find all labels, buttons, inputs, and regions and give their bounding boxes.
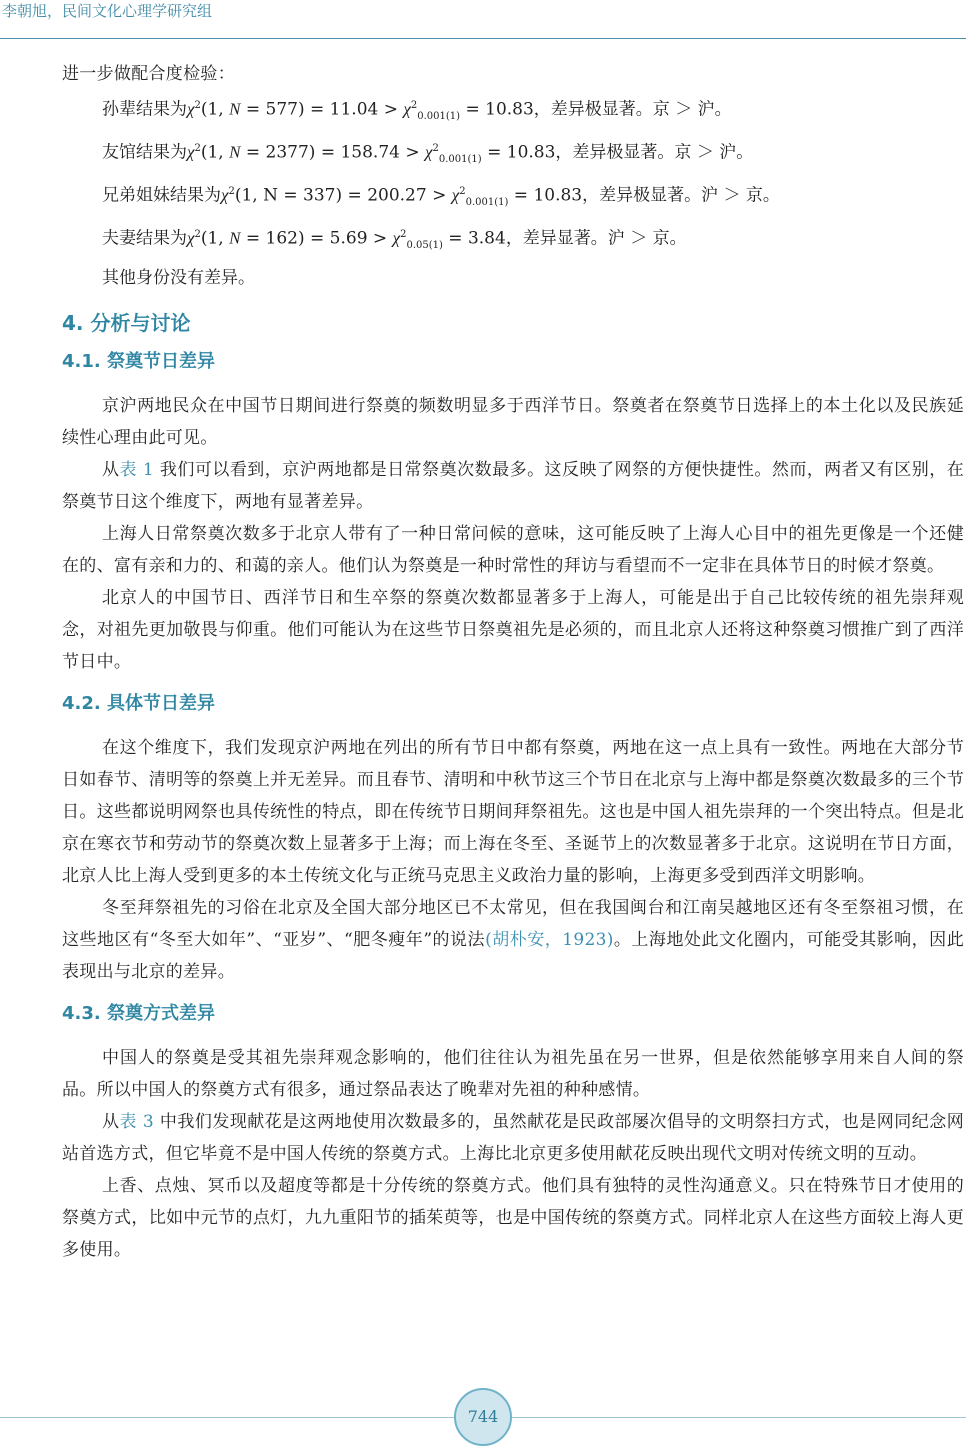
page-content (62, 58, 964, 1266)
table-1-link[interactable]: 表 1 (119, 460, 154, 481)
section-heading-4: 4. 分析与讨论 (62, 311, 191, 336)
running-header (0, 0, 966, 39)
table-3-link[interactable]: 表 3 (119, 1112, 154, 1133)
intro-line: 进一步做配合度检验： (62, 64, 235, 84)
paragraph: 从表 3 中我们发现献花是这两地使用次数最多的，虽然献花是民政部屡次倡导的文明祭扫方式，也是网同纪念网站首选方式，但它毕竟不是中国人传统的祭奠方式。上海比北京更多使用献花反映出现代文明对传统文明的互动。 (62, 1112, 964, 1165)
paragraph: 北京人的中国节日、西洋节日和生卒祭的祭奠次数都显著多于上海人，可能是出于自己比较传统的祖先崇拜观念，对祖先更加敬畏与仰重。他们可能认为在这些节日祭奠祖先是必须的，而且北京人还将这种祭奠习惯推广到了西洋节日中。 (62, 588, 964, 673)
test-result-other: 其他身份没有差异。 (102, 268, 255, 289)
page-number: 744 (467, 1407, 499, 1426)
section-heading-4-1: 4.1. 祭奠节日差异 (62, 351, 215, 373)
paragraph: 在这个维度下，我们发现京沪两地在列出的所有节日中都有祭奠，两地在这一点上具有一致性。两地在大部分节日如春节、清明等的祭奠上并无差异。而且春节、清明和中秋节这三个节日在北京与上海中都是祭奠次数最多的三个节日。这些都说明网祭也具传统性的特点，即在传统节日期间拜祭祖先。这也是中国人祖先崇拜的一个突出特点。但是北京在寒衣节和劳动节的祭奠次数上显著多于上海；而上海在冬至、圣诞节上的次数显著多于北京。这说明在节日方面，北京人比上海人受到更多的本土传统文化与正统马克思主义政治力量的影响，上海更多受到西洋文明影响。 (62, 738, 964, 887)
paragraph: 上香、点烛、冥币以及超度等都是十分传统的祭奠方式。他们具有独特的灵性沟通意义。只在特殊节日才使用的祭奠方式，比如中元节的点灯，九九重阳节的插茱萸等，也是中国传统的祭奠方式。同样北京人在这些方面较上海人更多使用。 (62, 1176, 964, 1261)
running-title: 李朝旭，民间文化心理学研究组 (2, 2, 213, 20)
test-result-1: 孙辈结果为$\chi^2(1$, $N = 577) = 11.04 > \chi^2_{0.001(1)} = 10.83$，差异极显著。京 ＞ 沪。 (102, 99, 732, 123)
footer-rule-left (0, 1417, 454, 1418)
paragraph: 上海人日常祭奠次数多于北京人带有了一种日常问候的意味，这可能反映了上海人心目中的祖先更像是一个还健在的、富有亲和力的、和蔼的亲人。他们认为祭奠是一种时常性的拜访与看望而不一定非在具体节日的时候才祭奠。 (62, 524, 964, 577)
paragraph: 中国人的祭奠是受其祖先崇拜观念影响的，他们往往认为祖先虽在另一世界，但是依然能够享用来自人间的祭品。所以中国人的祭奠方式有很多，通过祭品表达了晚辈对先祖的种种感情。 (62, 1048, 964, 1101)
paragraph: 冬至拜祭祖先的习俗在北京及全国大部分地区已不太常见，但在我国闽台和江南吴越地区还有冬至祭祖习惯，在这些地区有“冬至大如年”、“亚岁”、“肥冬瘦年”的说法(胡朴安，1923)。上海地处此文化圈内，可能受其影响，因此表现出与北京的差异。 (62, 898, 965, 983)
section-heading-4-2: 4.2. 具体节日差异 (62, 693, 215, 715)
citation-link[interactable]: (胡朴安，1923) (485, 930, 614, 951)
page-number-badge (454, 1388, 512, 1446)
test-result-4: 夫妻结果为$\chi^2(1$, $N = 162) = 5.69 > \chi^2_{0.05(1)} = 3.84$，差异显著。沪 ＞ 京。 (102, 228, 687, 252)
test-result-2: 友馆结果为$\chi^2(1$, $N = 2377) = 158.74 > \chi^2_{0.001(1)} = 10.83$，差异极显著。京 ＞ 沪。 (102, 142, 754, 166)
paragraph: 京沪两地民众在中国节日期间进行祭奠的频数明显多于西洋节日。祭奠者在祭奠节日选择上的本土化以及民族延续性心理由此可见。 (62, 396, 964, 449)
section-heading-4-3: 4.3. 祭奠方式差异 (62, 1003, 215, 1025)
footer-rule-right (512, 1417, 966, 1418)
paragraph: 从表 1 我们可以看到，京沪两地都是日常祭奠次数最多。这反映了网祭的方便快捷性。然而，两者又有区别，在祭奠节日这个维度下，两地有显著差异。 (62, 460, 964, 513)
test-result-3: 兄弟姐妹结果为$\chi^2(1$, $N = 337) = 200.27 > \chi^2_{0.001(1)} = 10.83$，差异极显著。沪 ＞ 京。 (102, 185, 780, 209)
